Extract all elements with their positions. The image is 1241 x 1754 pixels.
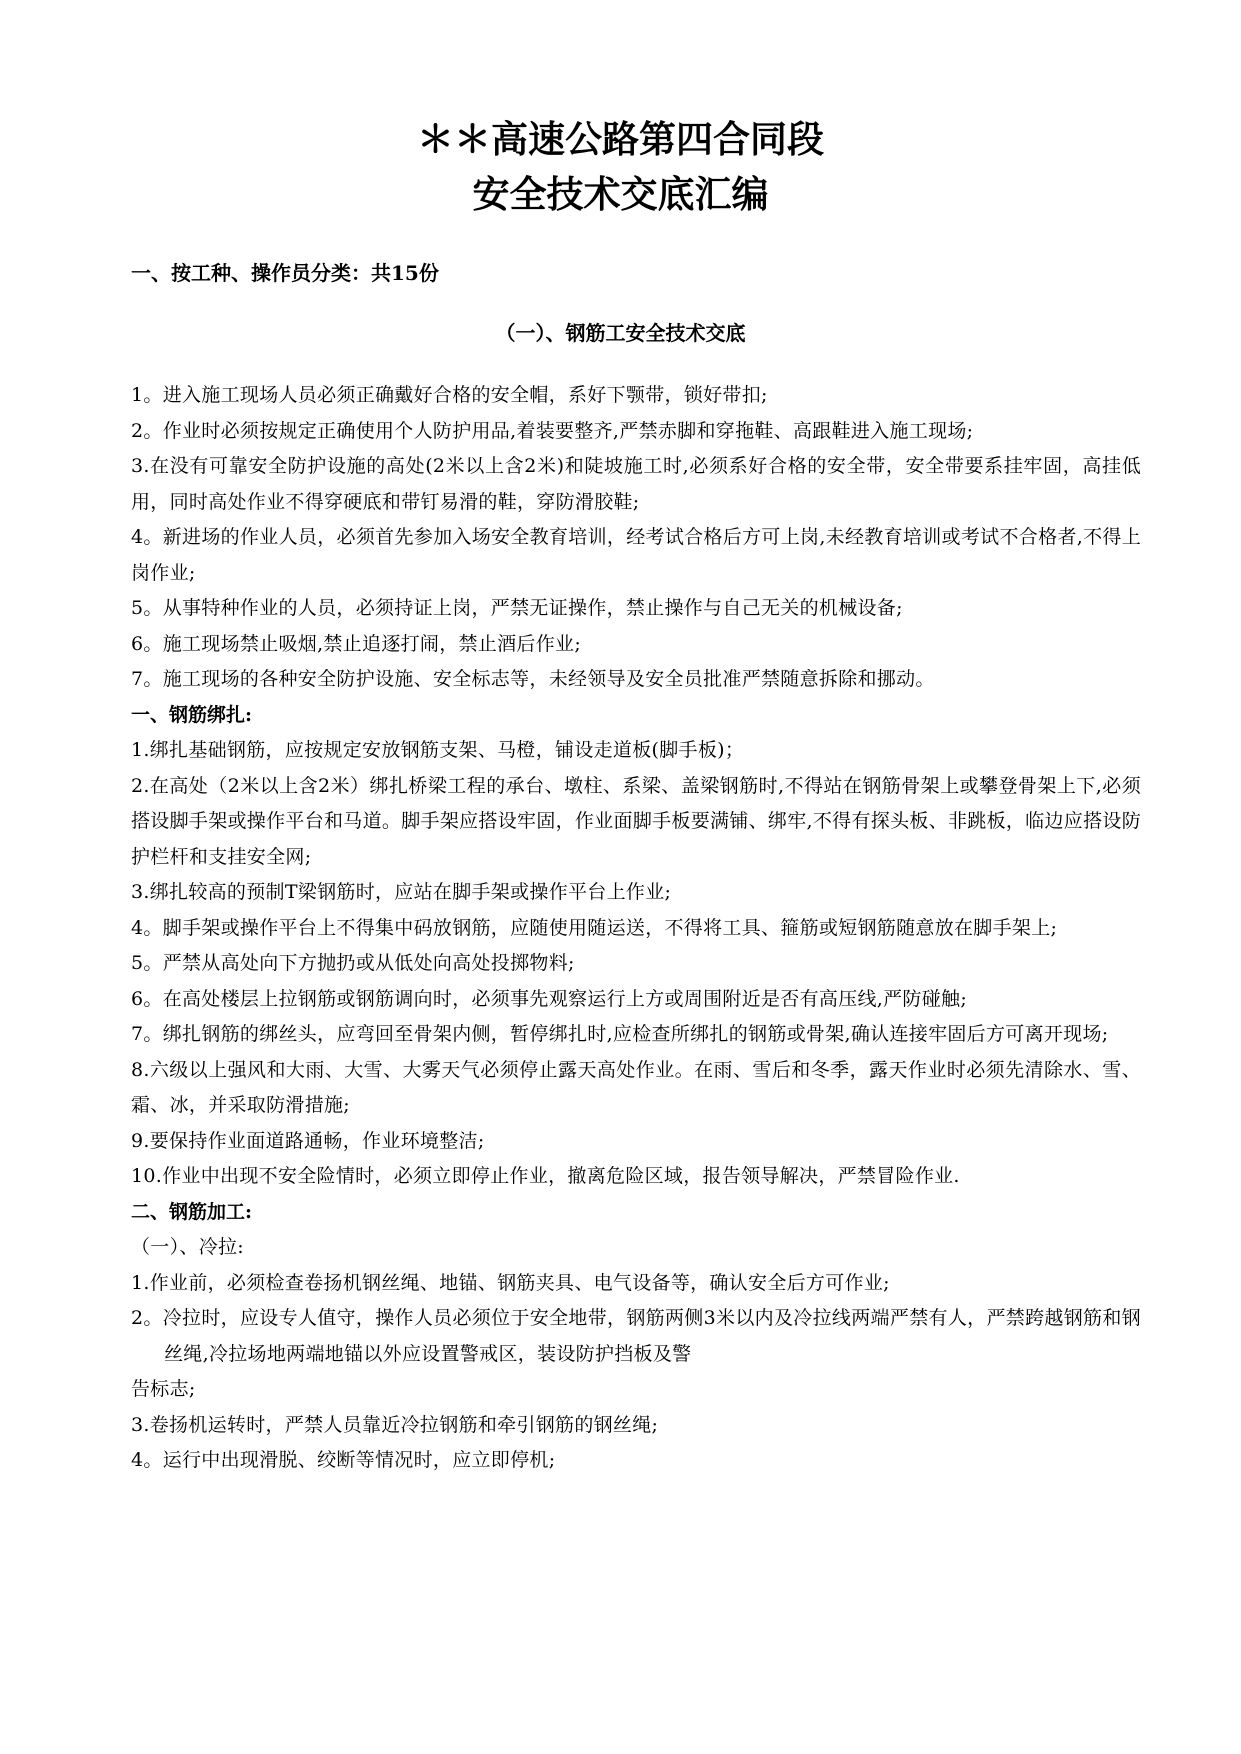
cold-drawing-rule-4: 4。运行中出现滑脱、绞断等情况时，应立即停机; bbox=[131, 1449, 556, 1471]
processing-heading: 二、钢筋加工: bbox=[131, 1200, 253, 1223]
document-title-line2: 安全技术交底汇编 bbox=[472, 172, 769, 216]
document-body bbox=[131, 378, 1141, 1479]
binding-rule-7: 7。绑扎钢筋的绑丝头，应弯回至骨架内侧，暂停绑扎时,应检查所绑扎的钢筋或骨架,确认连接牢固后方可离开现场; bbox=[131, 1023, 1109, 1045]
binding-heading: 一、钢筋绑扎: bbox=[131, 703, 253, 726]
document-title-line1: ＊＊高速公路第四合同段 bbox=[417, 117, 824, 161]
binding-rule-8: 8.六级以上强风和大雨、大雪、大雾天气必须停止露天高处作业。在雨、雪后和冬季，露天作业时必须先清除水、雪、霜、冰，并采取防滑措施; bbox=[131, 1058, 1141, 1116]
cold-drawing-rule-3: 3.卷扬机运转时，严禁人员靠近冷拉钢筋和牵引钢筋的钢丝绳; bbox=[131, 1413, 659, 1436]
cold-drawing-rule-2-tail: 告标志; bbox=[131, 1378, 196, 1400]
binding-rule-2: 2.在高处（2米以上含2米）绑扎桥梁工程的承台、墩柱、系梁、盖梁钢筋时,不得站在钢筋骨架上或攀登骨架上下,必须搭设脚手架或操作平台和马道。脚手架应搭设牢固，作业面脚手板要满铺、绑牢,不得有探头板、非跳板，临边应搭设防护栏杆和支挂安全网; bbox=[131, 774, 1141, 868]
section-heading: 一、按工种、操作员分类：共15份 bbox=[131, 261, 439, 285]
binding-rule-4: 4。脚手架或操作平台上不得集中码放钢筋，应随使用随运送，不得将工具、箍筋或短钢筋随意放在脚手架上; bbox=[131, 916, 1058, 939]
general-rule-7: 7。施工现场的各种安全防护设施、安全标志等，未经领导及安全员批准严禁随意拆除和挪动。 bbox=[131, 668, 935, 690]
binding-rule-10: 10.作业中出现不安全险情时，必须立即停止作业，撤离危险区域，报告领导解决，严禁冒险作业. bbox=[131, 1165, 960, 1187]
general-rule-6: 6。施工现场禁止吸烟,禁止追逐打闹，禁止酒后作业; bbox=[131, 632, 582, 655]
binding-rule-1: 1.绑扎基础钢筋，应按规定安放钢筋支架、马橙，铺设走道板(脚手板)； bbox=[131, 739, 745, 761]
binding-rule-9: 9.要保持作业面道路通畅，作业环境整洁; bbox=[131, 1129, 485, 1152]
subsection-title: （一）、钢筋工安全技术交底 bbox=[495, 321, 746, 345]
cold-drawing-rule-2: 2。冷拉时，应设专人值守，操作人员必须位于安全地带，钢筋两侧3米以内及冷拉线两端严禁有人，严禁跨越钢筋和钢丝绳,冷拉场地两端地锚以外应设置警戒区，装设防护挡板及警 bbox=[131, 1307, 1141, 1365]
cold-drawing-rule-1: 1.作业前，必须检查卷扬机钢丝绳、地锚、钢筋夹具、电气设备等，确认安全后方可作业; bbox=[131, 1271, 890, 1294]
binding-rule-6: 6。在高处楼层上拉钢筋或钢筋调向时，必须事先观察运行上方或周围附近是否有高压线,严防碰触; bbox=[131, 987, 968, 1010]
binding-rule-5: 5。严禁从高处向下方抛扔或从低处向高处投掷物料; bbox=[131, 952, 575, 974]
general-rule-5: 5。从事特种作业的人员，必须持证上岗，严禁无证操作，禁止操作与自己无关的机械设备; bbox=[131, 597, 903, 619]
general-rule-2: 2。作业时必须按规定正确使用个人防护用品,着装要整齐,严禁赤脚和穿拖鞋、高跟鞋进入施工现场; bbox=[131, 419, 974, 442]
binding-rule-3: 3.绑扎较高的预制T梁钢筋时，应站在脚手架或操作平台上作业; bbox=[131, 881, 672, 903]
general-rule-4: 4。新进场的作业人员，必须首先参加入场安全教育培训，经考试合格后方可上岗,未经教育培训或考试不合格者,不得上岗作业; bbox=[131, 526, 1141, 584]
cold-drawing-heading: （一）、冷拉: bbox=[131, 1236, 245, 1258]
general-rule-3: 3.在没有可靠安全防护设施的高处(2米以上含2米)和陡坡施工时,必须系好合格的安全带，安全带要系挂牢固，高挂低用，同时高处作业不得穿硬底和带钉易滑的鞋，穿防滑胶鞋; bbox=[131, 455, 1141, 513]
general-rule-1: 1。进入施工现场人员必须正确戴好合格的安全帽，系好下颚带，锁好带扣; bbox=[131, 384, 768, 406]
